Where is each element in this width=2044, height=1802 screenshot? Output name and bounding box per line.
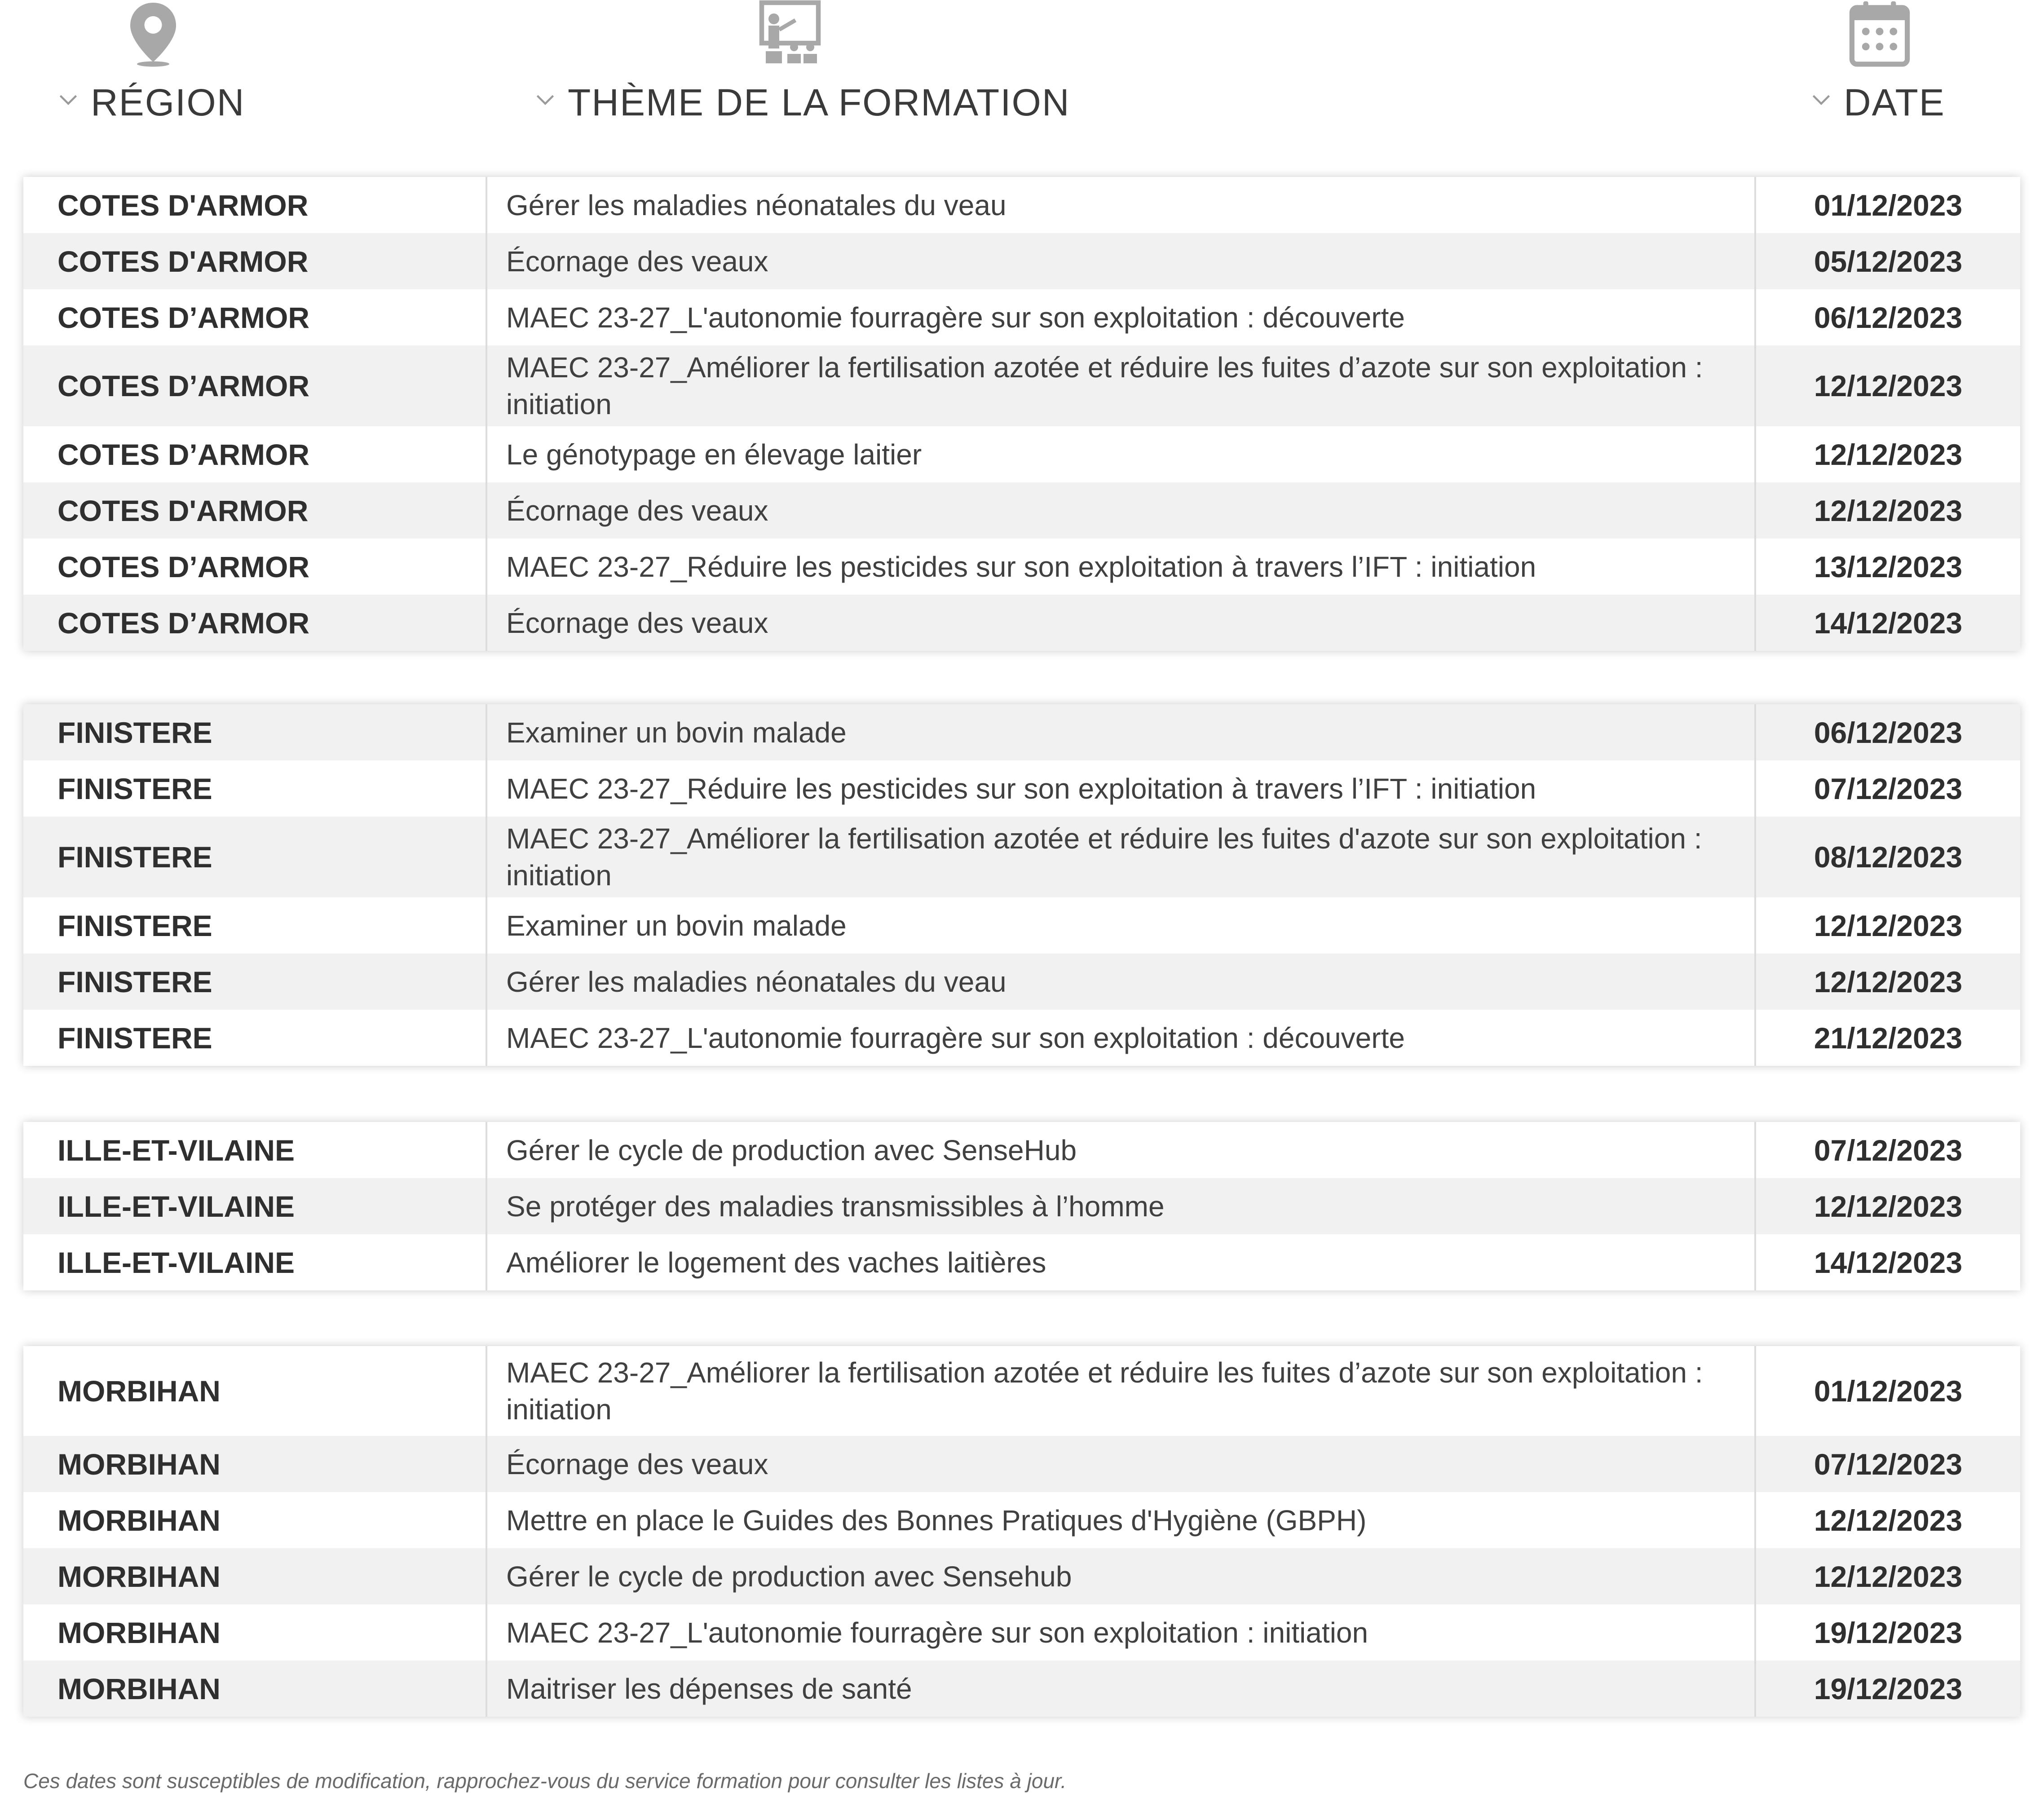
region-cell: COTES D’ARMOR	[23, 595, 487, 651]
region-cell: ILLE-ET-VILAINE	[23, 1178, 487, 1234]
region-cell: COTES D'ARMOR	[23, 482, 487, 539]
theme-cell: MAEC 23-27_Améliorer la fertilisation azotée et réduire les fuites d’azote sur son exploitation : initiation	[487, 345, 1756, 426]
table-row[interactable]	[23, 539, 2020, 595]
region-group-ille-et-vilaine	[23, 1122, 2020, 1290]
chevron-down-icon[interactable]	[58, 90, 78, 110]
theme-cell: Écornage des veaux	[487, 595, 1756, 651]
date-cell: 19/12/2023	[1814, 1672, 1963, 1705]
table-row[interactable]	[23, 1234, 2020, 1290]
table-row[interactable]	[23, 177, 2020, 233]
theme-column-header[interactable]	[535, 0, 1164, 135]
region-group-cotes-darmor	[23, 177, 2020, 651]
date-cell: 07/12/2023	[1814, 1447, 1963, 1481]
chevron-down-icon[interactable]	[1811, 90, 1831, 110]
date-cell: 12/12/2023	[1814, 437, 1963, 471]
theme-header-label: THÈME DE LA FORMATION	[568, 81, 1070, 124]
table-row[interactable]	[23, 1436, 2020, 1492]
date-cell: 12/12/2023	[1814, 369, 1963, 402]
theme-cell: MAEC 23-27_Réduire les pesticides sur son exploitation à travers l’IFT : initiation	[487, 539, 1756, 595]
region-cell: COTES D’ARMOR	[23, 289, 487, 345]
date-cell: 07/12/2023	[1814, 1133, 1963, 1167]
theme-cell: MAEC 23-27_Réduire les pesticides sur son exploitation à travers l’IFT : initiation	[487, 760, 1756, 817]
region-cell: COTES D’ARMOR	[23, 345, 487, 426]
table-row[interactable]	[23, 704, 2020, 760]
table-row[interactable]	[23, 426, 2020, 482]
theme-cell: Le génotypage en élevage laitier	[487, 426, 1756, 482]
theme-cell: MAEC 23-27_L'autonomie fourragère sur son exploitation : découverte	[487, 289, 1756, 345]
date-cell: 14/12/2023	[1814, 1246, 1963, 1279]
theme-cell: Gérer le cycle de production avec Sensehub	[487, 1548, 1756, 1604]
region-cell: FINISTERE	[23, 760, 487, 817]
theme-cell: Se protéger des maladies transmissibles à l’homme	[487, 1178, 1756, 1234]
region-cell: FINISTERE	[23, 1010, 487, 1066]
table-row[interactable]	[23, 1492, 2020, 1548]
date-cell: 01/12/2023	[1814, 1374, 1963, 1408]
region-cell: FINISTERE	[23, 897, 487, 954]
table-row[interactable]	[23, 345, 2020, 426]
table-row[interactable]	[23, 817, 2020, 897]
theme-cell: MAEC 23-27_L'autonomie fourragère sur son exploitation : initiation	[487, 1604, 1756, 1661]
chevron-down-icon[interactable]	[535, 90, 555, 110]
table-row[interactable]	[23, 1604, 2020, 1661]
region-cell: FINISTERE	[23, 704, 487, 760]
region-cell: COTES D'ARMOR	[23, 177, 487, 233]
table-row[interactable]	[23, 1178, 2020, 1234]
table-row[interactable]	[23, 954, 2020, 1010]
date-cell: 05/12/2023	[1814, 244, 1963, 278]
presentation-board-icon	[756, 0, 824, 67]
table-row[interactable]	[23, 289, 2020, 345]
date-cell: 21/12/2023	[1814, 1021, 1963, 1055]
map-pin-icon	[119, 0, 187, 67]
region-group-finistere	[23, 704, 2020, 1066]
region-cell: MORBIHAN	[23, 1604, 487, 1661]
date-cell: 13/12/2023	[1814, 550, 1963, 583]
region-cell: COTES D’ARMOR	[23, 426, 487, 482]
date-cell: 06/12/2023	[1814, 716, 1963, 749]
date-cell: 19/12/2023	[1814, 1616, 1963, 1649]
theme-cell: Améliorer le logement des vaches laitières	[487, 1234, 1756, 1290]
table-row[interactable]	[23, 595, 2020, 651]
theme-cell: Gérer le cycle de production avec SenseHub	[487, 1122, 1756, 1178]
date-cell: 12/12/2023	[1814, 909, 1963, 942]
date-cell: 12/12/2023	[1814, 1189, 1963, 1223]
table-row[interactable]	[23, 1548, 2020, 1604]
date-cell: 01/12/2023	[1814, 188, 1963, 222]
region-cell: MORBIHAN	[23, 1492, 487, 1548]
date-cell: 12/12/2023	[1814, 1503, 1963, 1537]
theme-cell: Gérer les maladies néonatales du veau	[487, 954, 1756, 1010]
table-row[interactable]	[23, 1661, 2020, 1717]
region-cell: COTES D’ARMOR	[23, 539, 487, 595]
theme-cell: Examiner un bovin malade	[487, 897, 1756, 954]
date-header-label: DATE	[1844, 81, 1945, 124]
theme-cell: Mettre en place le Guides des Bonnes Pratiques d'Hygiène (GBPH)	[487, 1492, 1756, 1548]
region-cell: ILLE-ET-VILAINE	[23, 1122, 487, 1178]
theme-cell: Écornage des veaux	[487, 1436, 1756, 1492]
date-cell: 08/12/2023	[1814, 840, 1963, 874]
table-row[interactable]	[23, 760, 2020, 817]
theme-cell: Gérer les maladies néonatales du veau	[487, 177, 1756, 233]
region-cell: FINISTERE	[23, 954, 487, 1010]
region-cell: COTES D'ARMOR	[23, 233, 487, 289]
calendar-icon	[1848, 0, 1911, 67]
region-group-morbihan	[23, 1346, 2020, 1717]
region-cell: MORBIHAN	[23, 1548, 487, 1604]
date-column-header[interactable]	[1811, 0, 2013, 135]
table-row[interactable]	[23, 897, 2020, 954]
region-header-label: RÉGION	[91, 81, 245, 124]
table-row[interactable]	[23, 233, 2020, 289]
region-cell: FINISTERE	[23, 817, 487, 897]
theme-cell: MAEC 23-27_Améliorer la fertilisation azotée et réduire les fuites d’azote sur son exploitation : initiation	[487, 1346, 1756, 1436]
date-cell: 12/12/2023	[1814, 1559, 1963, 1593]
date-cell: 12/12/2023	[1814, 965, 1963, 998]
region-cell: ILLE-ET-VILAINE	[23, 1234, 487, 1290]
region-cell: MORBIHAN	[23, 1661, 487, 1717]
theme-cell: MAEC 23-27_L'autonomie fourragère sur son exploitation : découverte	[487, 1010, 1756, 1066]
region-column-header[interactable]	[58, 0, 328, 135]
table-row[interactable]	[23, 482, 2020, 539]
theme-cell: Examiner un bovin malade	[487, 704, 1756, 760]
region-cell: MORBIHAN	[23, 1346, 487, 1436]
theme-cell: Maitriser les dépenses de santé	[487, 1661, 1756, 1717]
date-cell: 14/12/2023	[1814, 606, 1963, 640]
theme-cell: Écornage des veaux	[487, 233, 1756, 289]
table-row[interactable]	[23, 1346, 2020, 1436]
region-cell: MORBIHAN	[23, 1436, 487, 1492]
theme-cell: Écornage des veaux	[487, 482, 1756, 539]
footnote-disclaimer: Ces dates sont susceptibles de modification, rapprochez-vous du service formation pour consulter les listes à jour.	[23, 1769, 1067, 1793]
table-row[interactable]	[23, 1122, 2020, 1178]
date-cell: 07/12/2023	[1814, 772, 1963, 805]
date-cell: 12/12/2023	[1814, 494, 1963, 527]
date-cell: 06/12/2023	[1814, 300, 1963, 334]
theme-cell: MAEC 23-27_Améliorer la fertilisation azotée et réduire les fuites d'azote sur son exploitation : initiation	[487, 817, 1756, 897]
table-row[interactable]	[23, 1010, 2020, 1066]
